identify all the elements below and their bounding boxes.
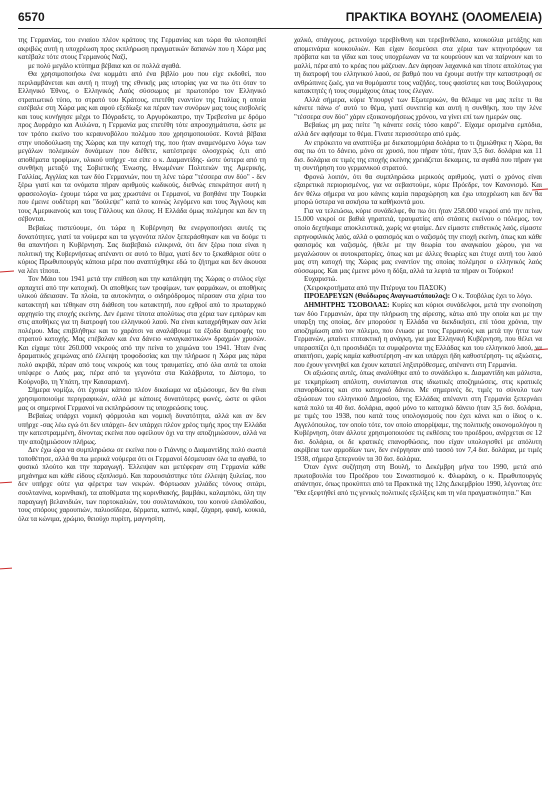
paragraph: Βεβαίως πιστεύουμε, ότι τώρα η Κυβέρνηση θα ενεργοποιήσει αυτές τις δυνατότητες, γιατί τα νούμερα και τα γεγονότα πλέον ξεπεράσθηκαν και να δούμε τι θα απαντήσει η Κυβέρνηση. Σας διαβεβαιώ ειλικρινά, ότι δεν ξέρω ποια είναι η πολιτική της Κυβερνήσεως απέναντι σε αυτό το θέμα, γιατί δεν το ξεκαθάρισε ούτε ο κύριος Πρωθυπουργός κάποια μέρα που αναπτύχθηκε εδώ το ζήτημα και δεν άκουσα να λέει τίποτα. [18, 224, 266, 275]
speech-text: Κυρίες και κύριοι συνάδελφοι, μετά την ενοποίηση των δύο Γερμανιών, άρα την πλήρωση της αίρεσης, κάτω από την οποία και με την υπαρξη της οποίας, δεν μπορούσε η Ελλάδα να διεκδικήσει, επί τόσα χρόνια, την αποζημίωση από τον πόλεμο, που ένιωσε με τους Γερμανούς και μετά την ήττα των Γερμανών, μπαίνει επιτακτική η ανάγκη, για μια Ελληνική Κυβέρνηση, που θέλει να υπερασπίζει ό,τι προσιδιάζει τα συμφέροντα της Ελλάδας και του ελληνικού λαού, να απαιτήσει, χωρίς καμία καθυστέρηση -αν και υπάρχει ήδη καθυστέρηση- τις αξιώσεις, που έχουν γεννηθεί και έχουν κατατεί ληξιπρόθεσμες, απέναντι στη Γερμανία. [294, 300, 542, 369]
paragraph: Τον Μάιο του 1941 μετά την επίθεση και την κατάληψη της Χώρας ο στόλος είχε αρπαχτεί από την κατοχική. Οι αποθήκες των τροφίμων, των φαρμάκων, οι αποθήκες υλικού άδειασαν. Τα πλοία, τα αυτοκίνητα, ο σιδηρόδρομος πέρασαν στα χέρια του κατακτητή και τέθηκαν στη διάθεση του κατακτητή, που εχθροί από το πρωταρχικό αρχηγείο της εποχής εκείνης. Δεν έμεινε τίποτα απολύτως στα χέρια των εμπόρων και στις αποθήκες για τη διατροφή του ελληνικού λαού. Να είναι καταχρήθηκαν σαν λεία πολέμου. Μας επιβλήθηκε και το χαράτσι να αναλάβουμε τα έξοδα διατροφής του στρατού κατοχής. Μας επέβαλαν και ένα δάνειο «αναγκαστικών» δραχμών χρυσών. Και είχαμε τότε 260.000 νεκρούς από την πείνα το χειμώνα του 1941. Ήταν ένας δραματικός χειμώνας από έλλειψη τροφοδοσίας και την πλήρωσε η Χώρα μας πάρα πολύ ακριβά, πέραν από τους νεκρούς και τους τραυματίες, από όλα αυτά τα οποία υπέφερε ο Λαός μας, πέρα από τα γεγονότα στα Καλάβρυτα, το Δίστομο, το Κούρνοβο, τη Υπάτη, την Καισαριανή. [18, 275, 266, 386]
pen-mark [0, 482, 12, 484]
paragraph: της Γερμανίας, του ενιαίου πλέον κράτους της Γερμανίας και τώρα θα υλοποιηθεί ακριβώς αυτή η υποχρέωση προς εκπλήρωση πραγματικών δαπανών που η Χώρα μας κατέβαλε τότε στους Γερμανούς Ναζί, [18, 36, 266, 62]
header-rule [18, 28, 542, 29]
right-column [294, 36, 542, 788]
pen-mark [0, 568, 12, 570]
paragraph: Ευχαριστώ. [304, 275, 338, 284]
speaker-name: ΠΡΟΕΔΡΕΥΩΝ (Θεόδωρος Αναγνωστόπουλος): [304, 292, 451, 301]
speaker-paragraph [294, 292, 542, 301]
paragraph: Όταν έγινε συζήτηση στη Βουλή, το Δεκέμβρη μήνα του 1990, μετά από πρωτοβουλία του Προέδρου του Συνασπισμού κ. Φλωράκη, ο κ. Πρωθυπουργός απάντησε, όπως προκύπτει από τα Πρακτικά της 12ης Δεκεμβρίου 1990, λέγοντας ότι: "Θα εξεφτήθεί από τις γενικές πολιτικές εξελίξεις και τη νέα πραγματικότητα." Και [294, 463, 542, 497]
paragraph: Αλλά σήμερα, κύριε Υπουργέ των Εξωτερικών, θα θέλαμε να μας πείτε τι θα κάνετε πάνω σ' αυτό το θέμα, γιατί συνεπείᾳ και αυτή η συνθήκη, που την λένε "τέσσερα συν δύο" χάριν εξοικονομήσεως χρόνου, να γίνει επί των ημερών σας. [294, 95, 542, 121]
speaker-paragraph [294, 301, 542, 369]
page-header [18, 10, 542, 26]
paragraph: με πολύ μεγάλο κτύπημα βέβαια και σε πολλά αγαθά. [28, 61, 181, 70]
paragraph: Φρονώ λοιπόν, ότι θα συμπληρώσω μερικούς αριθμούς, γιατί ο χρόνος είναι εξαιρετικά περιορισμένος, για να σεβαστούμε, κύριε Πρόεδρε, τον Κανονισμό. Και δεν θέλω σήμερα να μου κάνεις καμία παραχώρηση και έχω υποχρέωση και δεν θα μπορώ ύστερα να ασκήσω τα καθήκοντά μου. [294, 172, 542, 207]
paragraph: Σήμερα νομίζω, ότι έχουμε κάποιο πλέον δικαίωμα να αξιώσουμε, δεν θα είναι χρησιμοποιούμε περιγραφικών, αλλά με κάποιες δυνατότερες φωνές, ώστε οι φίλοι μας οι σημερινοί Γερμανοί να εκπληρώσουν τις υποχρεώσεις τους. [18, 386, 266, 412]
pen-mark [0, 271, 14, 273]
speech-text: Ο κ. Τσοβόλας έχει το λόγο. [451, 292, 533, 301]
speaker-name: ΔΗΜΗΤΡΗΣ ΤΣΟΒΟΛΑΣ: [304, 300, 390, 309]
left-column [18, 36, 266, 788]
paragraph: (Χειροκροτήματα από την Πτέρυγα του ΠΑΣΟΚ) [304, 283, 446, 292]
paragraph: Για να τελειώσω, κύριε συνάδελφε, θα πω ότι ήταν 258.000 νεκροί από την πείνα, 15.000 νεκροί σε βαθιά γηρατειά, τραυματίες από στάσεις εκείνου ο πόλεμος, τον οποίο δεχτήκαμε αποκλειστικά, χωρίς να φταίμε. Δεν είμαστε επιθετικός λαός, είμαστε ειρηνοφιλικός λαός, αλλά ο φασισμός και ο ναζισμός την εποχή εκείνη, όπως και κάθε φασισμός και ναζισμός, ήθελε με την θεωρία του αναγκαίου χώρου, για να μεγαλώσουν οι αυτοκρατορίες, όπως και με άλλες θεωρίες και έτυχε αυτή του λαού μας στη κατοχή της Χώρας μας εναντίον της οποίας πολέμησε ο ελληνικός λαός σύσσωμος. Και μας έμεινε μόνο η δόξα, αλλά τα λεφτά τα πήραν οι Τούρκοι! [294, 206, 542, 275]
page-number: 6570 [18, 10, 45, 24]
paragraph: Βεβαίως υπάρχει νομική φόρμουλα και νομική δυνατότητα, αλλά και αν δεν υπήρχε -σας λέω εγώ ότι δεν υπάρχει- δεν υπάρχει πλέον χρέος τιμής προς την Ελλάδα την κατεστραμμένη, δίνοντας εκείνα που οφείλουν όχι να την αποζημιώσουν, αλλά να την αποζημιώσουν πλήρως. [18, 412, 266, 446]
paragraph: Θα χρησιμοποιήσω ένα κομμάτι από ένα βιβλίο μου που είχε εκδοθεί, που περιλαμβάνεται και αυτή η πτυχή της εθνικής μας ιστορίας για να πω ότι όταν το Ελληνικό Έθνος, ο Ελληνικός Λαός σύσσωμος με πρωτοπόρο τον Ελληνικό στρατιωτικό τύπο, το στρατό του Κράτους, επετέθη εναντίον της Ιταλίας η οποία εισέβαλε στη Χώρα μας και αφού εξεδίωξε κα πέραν των συνόρων μας τους εισβολείς και τους κυνήγησε μέχρι το Πόγραδετς, το Αργυρόκαστρο, την Τρεβεσίνα με δρόμο προς Δυρράχιο και Αυλώνα, η Γερμανία μας επετέθη τότε απροσχημάτιστα, ώστε με τον τρόπο εκείνο του κεραυνοβόλου πολέμου που χρησιμοποιούσε. Κοντά βέβαια στην υποδούλωση της Χώρας και την κατοχή της, που ήταν αναμενόμενο λόγω των μεγάλων πολεμικών δυνάμεων που διέθετε, κατέστρεψε ολοσχερώς ό,τι από αποθέματα τροφίμων, υλικού υπήρχε -τα είπε ο κ. Διαμαντίδης- ώστε ύστερα από τη συνθήκη μεταξύ της Σοβιετικής Ένωσης, Ηνωμένων Πολιτειών της Αμερικής, Γαλλίας, Αγγλίας και των δύο Γερμανιών, που τη λένε τώρα "τέσσερα συν δύο" - δεν ξέρω γιατί και τα ονόματα πήραν αριθμούς κωδικούς, διεθνώς επεκράτησε αυτή η φρασεολογία- έχουμε τώρα να μας χρωστάνε οι Γερμανοί, να βοηθάνε την Τουρκία που έμεινε ουδέτερη και "δούλεψε" κατά το κοινώς λεγόμενο και τους Άγγλους και τους Αμερικανούς και τους Γάλλους και όλους. Η Ελλάδα όμως πολέμησε και δεν τη σέβονται. [18, 70, 266, 224]
paragraph: Αν επρόκειτο να αναπτύξω με διεκατομμύρια δολάρια το τι ζημιώθηκε η Χώρα, θα σας πω ότι το δάνειο, μόνο σε χρυσό, που πήραν τότε, ήταν 3,5 δισ. δολάρια και 11 δισ. δολάρια σε τιμές της εποχής εκείνης χρειάζεται δεκαμεις, τα αγαθά που πήραν για τη συντήρηση του γερμανικού στρατού. [294, 138, 542, 173]
paragraph: Βεβαίως μη μας πείτε "η κάνατε εσείς τόσο καιρό". Είχαμε ορισμένα εμπόδια, αλλά δεν αφήσαμε το θέμα. Γίνατε περισσότερο από εμάς. [294, 121, 542, 139]
paragraph: Δεν έχω ώρα να συμπληρώσω σε εκείνα που ο Γιάννης ο Διαμαντίδης πολύ σωστά τοποθέτησε, αλλά θα πω μερικά νούμερα ότι οι Γερμανοί δέσμευσαν όλα τα αγαθά, το φυσικό πλούτο και την παραγωγή. Έλλειψαν και μετέφεραν στη Γερμανία κάθε μηχάνημα και κάθε είδους εξοπλισμό. Και παρουσιάστηκε τότε έλλειψη ξυλείας, που δεν υπήρχε ούτε για φέρετρα των νεκρών. Φόρτωσαν χιλιάδες τόνους σιτάρι, σουλτανίνα, κορινθιακή, τα αποθέματα της κορινθιακής, βαμβάκι, καλαμπόκι, όλη την παραγωγή βελανιδιών, των πορτοκαλιών, του σουλτανιάκου, του κοινού ελαιόλαδου, τους σπόρους χαρουπιών, παλιοσίδερα, δέρματα, καπνό, καφέ, ζάχαρη, φακή, κουκιά, όλα τα κώνιμα, χρώμιο, θειούχο πυρίτη, μαγνησίτη, [18, 446, 266, 523]
paragraph: χαλκό, σπάγγους, ρετινούχο τερεβίνθινη και τερεβινθέλαιο, κουκούλια μετάξης και απομεινάρια κουκουλιών. Και είχαν δεσμεύσει στα χέρια των κτηνοτρόφων τα πρόβατα και τα γίδια και τους υποχρέωναν να τα κουρεύουν και να παίρνουν και το μαλλί, πέρα από το κρέας που μάζευαν. Δεν άφησαν λαχανικά και τίποτε απολύτως για τη διατροφή του ελληνικού λαού, σε βαθμό που να έχουμε αυτήν την καταστροφή σε ανθρώπινες ζωές, για να θυμόμαστε τους ναζήδες, τους φασίστες και τους Βούλγαρους κατακτητές ή τους συμμάχους όπως τους έλεγαν. [294, 36, 542, 96]
running-title: ΠΡΑΚΤΙΚΑ ΒΟΥΛΗΣ (ΟΛΟΜΕΛΕΙΑ) [345, 10, 542, 24]
paragraph: Οι αξιώσεις αυτές, όπως αναλύθηκε από το συνάδελφο κ. Διαμαντίδη και μάλιστα, με τεκμηρίωση απόλυτη, συνίστανται στις ιδιωτικές αποζημιώσεις, στις κρατικές επανορθώσεις και στο κατοχικό δάνειο. Με σημερινές δε, τιμές το σύνολο των αξιώσεων του ελληνικού Δημοσίου, της Ελλάδας απέναντι στη Γερμανία ξεπερνάει κατά πολύ τα 40 δισ. δολάρια, αφού μόνο το κατοχικό δάνειο ήταν 3,5 δισ. δολάρια, με τιμές του 1938, που κατά τους υπολογισμούς που έχει κάνει και ο ίδιος ο κ. Αγγελόπουλος, τον οποίο τότε, τον οποίο απορρίψαμε, της πολιτικής οικονομολόγου η Κυβέρνηση, όταν άλλοτε χρησιμοποιούσε τις εκθέσεις του προέδρου, ανέρχεται σε 12 δισ. δολάρια, οι δε κρατικές επανορθώσεις, που είχαν υπολογισθεί με απόλυτη ακρίβεια των αρμοδίων των, δεν ενέργησαν από τασσό τον 7,4 δισ. δολάρια, με τιμές 1938, σήμερα ξεπερνούν τα 30 δισ. δολάρια. [294, 369, 542, 463]
